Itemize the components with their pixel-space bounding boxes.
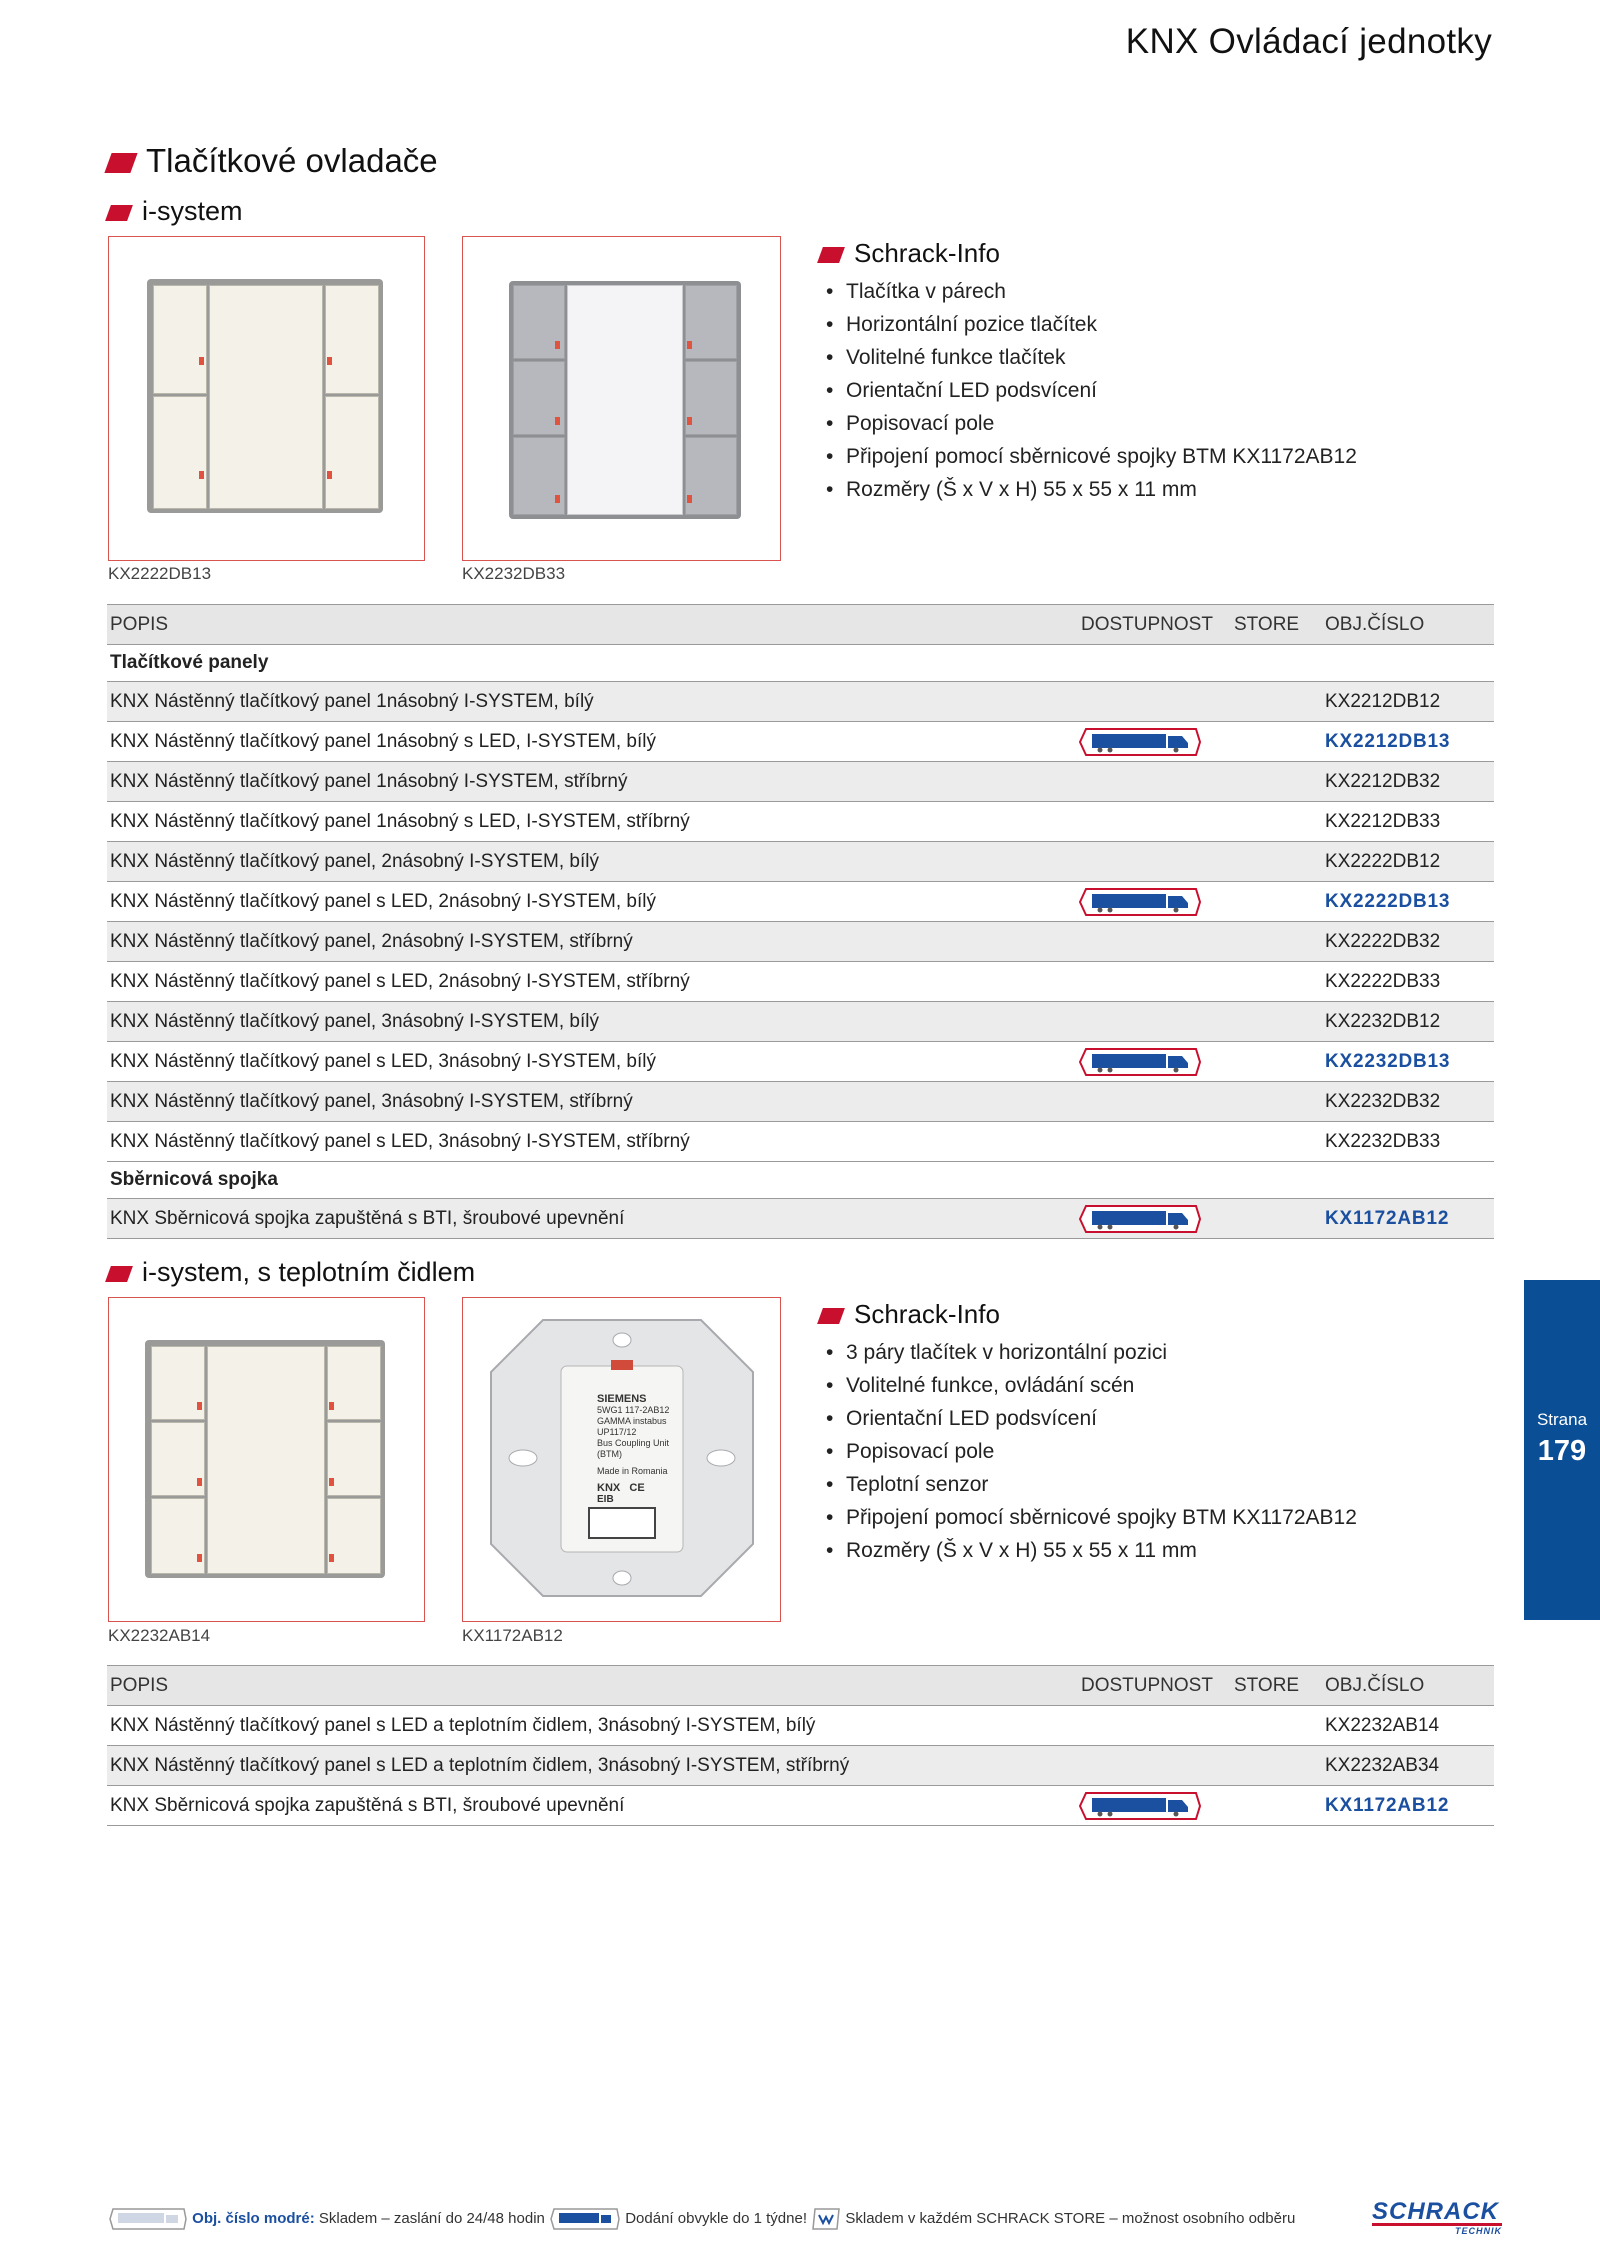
ce-mark: CE (629, 1482, 645, 1494)
info-item: • Popisovací pole (820, 407, 1460, 440)
subtitle-marker-icon (105, 1266, 133, 1282)
switch-key (151, 1498, 205, 1574)
table-row (107, 922, 1494, 962)
group-row (107, 645, 1494, 682)
block1-subtitle (108, 196, 243, 227)
row-code: KX2212DB12 (1322, 682, 1494, 722)
row-code: KX2222DB32 (1322, 922, 1494, 962)
image-caption: KX2232DB33 (462, 564, 566, 583)
row-desc: KNX Nástěnný tlačítkový panel s LED a teplotním čidlem, 3násobný I-SYSTEM, bílý (107, 1706, 1078, 1746)
switch-key (685, 361, 737, 435)
group-row (107, 1162, 1494, 1199)
label-field (209, 285, 323, 509)
group-label: Tlačítkové panely (107, 645, 1494, 682)
footer-key: Obj. číslo modré: (192, 2209, 315, 2227)
truck-icon (1078, 1204, 1202, 1234)
led-indicator (197, 1402, 202, 1410)
led-indicator (687, 417, 692, 425)
row-code: KX2222DB33 (1322, 962, 1494, 1002)
row-desc: KNX Nástěnný tlačítkový panel s LED, 3násobný I-SYSTEM, stříbrný (107, 1122, 1078, 1162)
switch-key (685, 437, 737, 515)
image-caption: KX2232AB14 (108, 1626, 211, 1645)
led-indicator (687, 341, 692, 349)
col-header-obj: OBJ.ČÍSLO (1322, 605, 1494, 645)
row-code: KX2232DB33 (1322, 1122, 1494, 1162)
product-image-kx1172ab12 (462, 1297, 781, 1622)
led-indicator (555, 495, 560, 503)
device-text: GAMMA instabus (597, 1416, 667, 1426)
device-text: Bus Coupling Unit (597, 1438, 670, 1448)
info-item: • 3 páry tlačítek v horizontální pozici (820, 1336, 1460, 1369)
image-caption: KX1172AB12 (462, 1626, 563, 1645)
footer-legend (108, 2207, 1295, 2231)
col-header-store: STORE (1231, 1666, 1322, 1706)
product-image-kx2232ab14 (108, 1297, 425, 1622)
info-item: • Orientační LED podsvícení (820, 1402, 1460, 1435)
led-indicator (555, 417, 560, 425)
device-text: UP117/12 (597, 1427, 637, 1437)
block1-subtitle-text: i-system (142, 196, 243, 226)
store-truck-icon (108, 2207, 188, 2231)
section-marker-icon (104, 153, 137, 173)
row-desc: KNX Nástěnný tlačítkový panel 1násobný I-SYSTEM, stříbrný (107, 762, 1078, 802)
info-item: • Připojení pomocí sběrnicové spojky BTM KX1172AB12 (820, 440, 1460, 473)
device-text: (BTM) (597, 1449, 622, 1459)
row-desc: KNX Nástěnný tlačítkový panel s LED, 2násobný I-SYSTEM, bílý (107, 882, 1078, 922)
row-desc: KNX Nástěnný tlačítkový panel s LED, 3násobný I-SYSTEM, bílý (107, 1042, 1078, 1082)
table-row (107, 762, 1494, 802)
info-title: Schrack-Info (854, 1299, 1000, 1329)
block2-subtitle (108, 1257, 475, 1288)
row-code: KX2222DB13 (1322, 882, 1494, 922)
row-desc: KNX Nástěnný tlačítkový panel, 2násobný I-SYSTEM, stříbrný (107, 922, 1078, 962)
switch-key (327, 1498, 381, 1574)
image-caption: KX2222DB13 (108, 564, 212, 583)
col-header-obj: OBJ.ČÍSLO (1322, 1666, 1494, 1706)
switch-key (153, 285, 207, 394)
led-indicator (199, 357, 204, 365)
row-code: KX2212DB33 (1322, 802, 1494, 842)
section-title (108, 142, 438, 180)
row-desc: KNX Nástěnný tlačítkový panel s LED, 2násobný I-SYSTEM, stříbrný (107, 962, 1078, 1002)
row-desc: KNX Nástěnný tlačítkový panel, 2násobný I-SYSTEM, bílý (107, 842, 1078, 882)
switch-key (325, 285, 379, 394)
table-row (107, 1746, 1494, 1786)
table-row (107, 1199, 1494, 1239)
truck-icon (1078, 727, 1202, 757)
page-number: 179 (1537, 1435, 1587, 1467)
row-desc: KNX Nástěnný tlačítkový panel 1násobný s LED, I-SYSTEM, bílý (107, 722, 1078, 762)
table-row (107, 842, 1494, 882)
table-row (107, 1122, 1494, 1162)
info-item: • Připojení pomocí sběrnicové spojky BTM KX1172AB12 (820, 1501, 1460, 1534)
section-title-text: Tlačítkové ovladače (146, 142, 438, 179)
schrack-info-box (820, 1299, 1460, 1567)
table-row (107, 1002, 1494, 1042)
page-title: KNX Ovládací jednotky (1125, 22, 1492, 61)
led-indicator (327, 357, 332, 365)
block2-subtitle-text: i-system, s teplotním čidlem (142, 1257, 476, 1287)
truck-icon (1078, 1791, 1202, 1821)
switch-key (327, 1346, 381, 1420)
switch-key (327, 1422, 381, 1496)
info-item: • Orientační LED podsvícení (820, 374, 1460, 407)
device-label (597, 1394, 669, 1505)
table-row (107, 962, 1494, 1002)
row-code: KX2232AB34 (1322, 1746, 1494, 1786)
label-field (207, 1346, 325, 1574)
product-table-1 (107, 604, 1494, 1239)
info-list (820, 1336, 1460, 1567)
row-code: KX2232DB13 (1322, 1042, 1494, 1082)
label-field (567, 285, 683, 515)
page-label: Strana (1536, 1410, 1588, 1429)
led-indicator (687, 495, 692, 503)
led-indicator (197, 1554, 202, 1562)
row-code: KX1172AB12 (1322, 1199, 1494, 1239)
device-brand: SIEMENS (597, 1393, 647, 1405)
info-item: • Popisovací pole (820, 1435, 1460, 1468)
led-indicator (329, 1478, 334, 1486)
logo-text: SCHRACK (1372, 2201, 1502, 2226)
led-indicator (327, 471, 332, 479)
info-item: • Volitelné funkce, ovládání scén (820, 1369, 1460, 1402)
table-row (107, 802, 1494, 842)
row-code: KX2232DB32 (1322, 1082, 1494, 1122)
table-row (107, 722, 1494, 762)
store-icon (811, 2207, 841, 2231)
row-code: KX2212DB13 (1322, 722, 1494, 762)
table-header-row (107, 605, 1494, 645)
switch-key (153, 396, 207, 509)
table-row (107, 882, 1494, 922)
schrack-logo (1372, 2198, 1502, 2236)
info-list (820, 275, 1460, 506)
switch-frame (147, 279, 383, 513)
led-indicator (329, 1554, 334, 1562)
truck-icon (1078, 887, 1202, 917)
eib-logo: EIB (597, 1494, 614, 1505)
col-header-dostupnost: DOSTUPNOST (1078, 1666, 1231, 1706)
table-row (107, 1082, 1494, 1122)
product-image-kx2232db33 (462, 236, 781, 561)
info-item: • Horizontální pozice tlačítek (820, 308, 1460, 341)
footer-text: Skladem v každém SCHRACK STORE – možnost osobního odběru (845, 2209, 1296, 2227)
info-item: • Rozměry (Š x V x H) 55 x 55 x 11 mm (820, 1534, 1460, 1567)
device-text: Made in Romania (597, 1466, 668, 1476)
truck-icon (1078, 1047, 1202, 1077)
table-row (107, 1786, 1494, 1826)
device-text: 5WG1 117-2AB12 (597, 1405, 670, 1415)
led-indicator (329, 1402, 334, 1410)
led-indicator (555, 341, 560, 349)
row-code: KX2232AB14 (1322, 1706, 1494, 1746)
footer-text: Dodání obvykle do 1 týdne! (625, 2209, 808, 2227)
switch-key (685, 285, 737, 359)
row-desc: KNX Nástěnný tlačítkový panel, 3násobný I-SYSTEM, bílý (107, 1002, 1078, 1042)
col-header-popis: POPIS (107, 1666, 1078, 1706)
schrack-info-box (820, 238, 1460, 506)
row-code: KX2212DB32 (1322, 762, 1494, 802)
logo-subtext: TECHNIK (1455, 2226, 1502, 2236)
row-desc: KNX Sběrnicová spojka zapuštěná s BTI, šroubové upevnění (107, 1199, 1078, 1239)
page-number-tab (1524, 1280, 1600, 1620)
row-desc: KNX Nástěnný tlačítkový panel s LED a teplotním čidlem, 3násobný I-SYSTEM, stříbrný (107, 1746, 1078, 1786)
footer-text: Skladem – zaslání do 24/48 hodin (318, 2209, 545, 2227)
switch-key (513, 437, 565, 515)
row-code: KX1172AB12 (1322, 1786, 1494, 1826)
table-row (107, 682, 1494, 722)
switch-frame (145, 1340, 385, 1578)
col-header-dostupnost: DOSTUPNOST (1078, 605, 1231, 645)
col-header-store: STORE (1231, 605, 1322, 645)
table-row (107, 1042, 1494, 1082)
switch-frame (509, 281, 741, 519)
col-header-popis: POPIS (107, 605, 1078, 645)
row-code: KX2232DB12 (1322, 1002, 1494, 1042)
row-desc: KNX Nástěnný tlačítkový panel 1násobný I-SYSTEM, bílý (107, 682, 1078, 722)
info-title: Schrack-Info (854, 238, 1000, 268)
table-row (107, 1706, 1494, 1746)
info-marker-icon (817, 1308, 845, 1324)
product-table-2 (107, 1665, 1494, 1826)
info-marker-icon (817, 247, 845, 263)
row-desc: KNX Sběrnicová spojka zapuštěná s BTI, šroubové upevnění (107, 1786, 1078, 1826)
led-indicator (197, 1478, 202, 1486)
table-header-row (107, 1666, 1494, 1706)
delivery-truck-icon (549, 2207, 621, 2231)
info-item: • Rozměry (Š x V x H) 55 x 55 x 11 mm (820, 473, 1460, 506)
switch-key (325, 396, 379, 509)
knx-logo: KNX (597, 1482, 621, 1494)
info-item: • Teplotní senzor (820, 1468, 1460, 1501)
group-label: Sběrnicová spojka (107, 1162, 1494, 1199)
row-code: KX2222DB12 (1322, 842, 1494, 882)
info-item: • Tlačítka v párech (820, 275, 1460, 308)
subtitle-marker-icon (105, 205, 133, 221)
row-desc: KNX Nástěnný tlačítkový panel, 3násobný I-SYSTEM, stříbrný (107, 1082, 1078, 1122)
row-desc: KNX Nástěnný tlačítkový panel 1násobný s LED, I-SYSTEM, stříbrný (107, 802, 1078, 842)
product-image-kx2222db13 (108, 236, 425, 561)
info-item: • Volitelné funkce tlačítek (820, 341, 1460, 374)
led-indicator (199, 471, 204, 479)
